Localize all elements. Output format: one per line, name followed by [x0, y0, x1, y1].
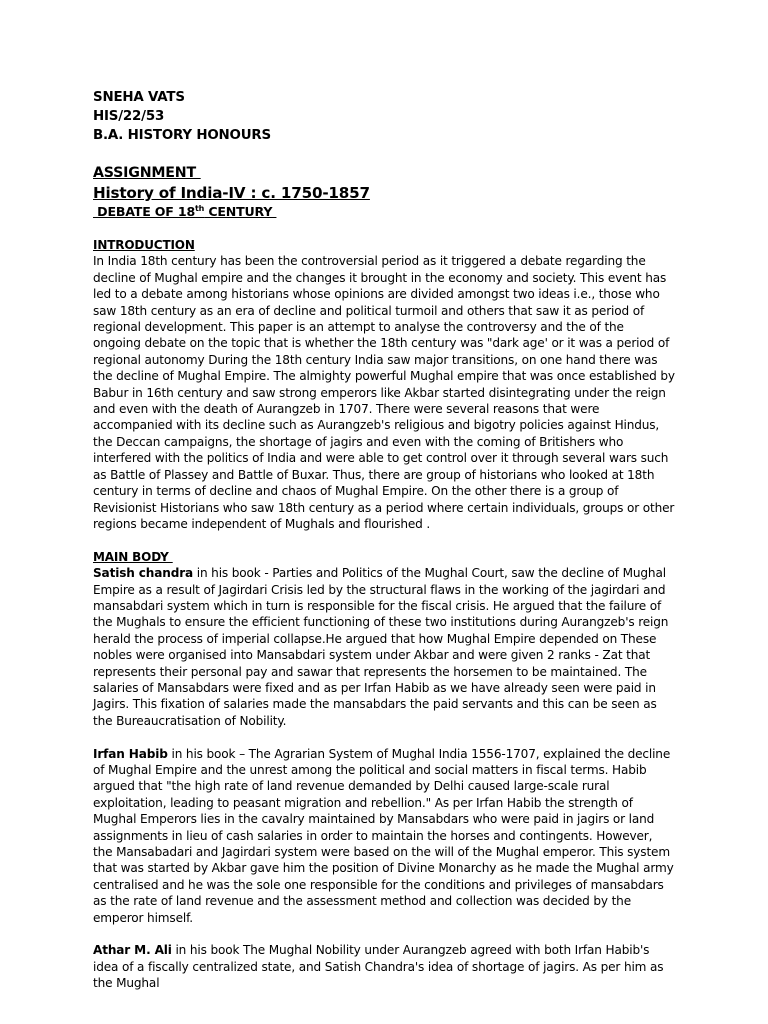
spacer — [93, 729, 675, 745]
author-name: Irfan Habib — [93, 746, 168, 761]
student-name: SNEHA VATS — [93, 90, 185, 105]
debate-heading — [93, 203, 675, 221]
debate-sup: th — [195, 203, 205, 213]
roll-number: HIS/22/53 — [93, 109, 165, 124]
debate-suffix: CENTURY — [204, 204, 277, 219]
main-body-heading: MAIN BODY — [93, 549, 173, 564]
spacer — [93, 221, 675, 237]
debate-prefix: DEBATE OF 18 — [93, 204, 196, 219]
introduction-text: In India 18th century has been the controversial period as it triggered a debate regarding the decline of Mughal empire and the changes it brought in the economy and society. This event has led to a debate among historians whose opinions are divided amongst two ideas i.e., those who saw 18th century as an era of decline and political turmoil and others that saw it as period of regional development. This paper is an attempt to analyse the controversy and the of the ongoing debate on the topic that is whether the 18th century was "dark age' or it was a period of regional autonomy During the 18th century India saw major transitions, on one hand there was the decline of Mughal Empire. The almighty powerful Mughal empire that was once established by Babur in 16th century and saw strong emperors like Akbar started disintegrating under the reign and even with the death of Aurangzeb in 1707. There were several reasons that were accompanied with its decline such as Aurangzeb's religious and bigotry policies against Hindus, the Deccan campaigns, the shortage of jagirs and even with the coming of Britishers who interfered with the politics of India and were able to get control over it through several wars such as Battle of Plassey and Battle of Buxar. Thus, there are group of historians who looked at 18th century in terms of decline and chaos of Mughal Empire. On the other there is a group of Revisionist Historians who saw 18th century as a period where certain individuals, groups or other regions became independent of Mughals and flourished . — [93, 254, 675, 531]
spacer — [93, 532, 675, 548]
spacer — [93, 145, 675, 164]
document-content — [93, 88, 675, 992]
paragraph-text: in his book - Parties and Politics of the Mughal Court, saw the decline of Mughal Empire as a result of Jagirdari Crisis led by the structural flaws in the working of the jagirdari and mansabdari system which in turn is responsible for the fiscal crisis. He argued that the failure of the Mughals to ensure the efficient functioning of these two institutions during Aurangzeb's reign herald the process of imperial collapse.He argued that how Mughal Empire depended on These nobles were organised into Mansabdari system under Akbar and were given 2 ranks - Zat that represents their personal pay and sawar that represents the horsemen to be maintained. The salaries of Mansabdars were fixed and as per Irfan Habib as we have already seen were paid in Jagirs. This fixation of salaries made the mansabdars the paid servants and this can be seen as the Bureaucratisation of Nobility. — [93, 566, 669, 728]
paper-title: History of India-IV : c. 1750-1857 — [93, 184, 370, 202]
spacer — [93, 926, 675, 942]
author-name: Satish chandra — [93, 566, 194, 581]
paragraph-irfan-habib — [93, 746, 675, 926]
paragraph-text: in his book The Mughal Nobility under Aurangzeb agreed with both Irfan Habib's idea of a fiscally centralized state, and Satish Chandra's idea of shortage of jagirs. As per him as the Mughal — [93, 943, 664, 991]
assignment-heading: ASSIGNMENT — [93, 165, 201, 181]
introduction-heading: INTRODUCTION — [93, 238, 195, 252]
paragraph-text: in his book – The Agrarian System of Mughal India 1556-1707, explained the decline of Mughal Empire and the unrest among the political and social matters in fiscal terms. Habib argued that "the high rate of land revenue demanded by Delhi caused large-scale rural exploitation, leading to peasant migration and rebellion." As per Irfan Habib the strength of Mughal Emperors lies in the cavalry maintained by Mansabdars who were paid in jagirs or land assignments in lieu of cash salaries in order to maintain the horses and contingents. However, the Mansabadari and Jagirdari system were based on the will of the Mughal emperor. This system that was started by Akbar gave him the position of Divine Monarchy as he made the Mughal army centralised and he was the sole one responsible for the conditions and privileges of mansabdars as the rate of land revenue and the assessment method and collection was decided by the emperor himself. — [93, 746, 674, 925]
paragraph-athar-ali — [93, 942, 675, 991]
author-name: Athar M. Ali — [93, 943, 172, 958]
paragraph-satish-chandra — [93, 565, 675, 729]
course-name: B.A. HISTORY HONOURS — [93, 128, 271, 143]
